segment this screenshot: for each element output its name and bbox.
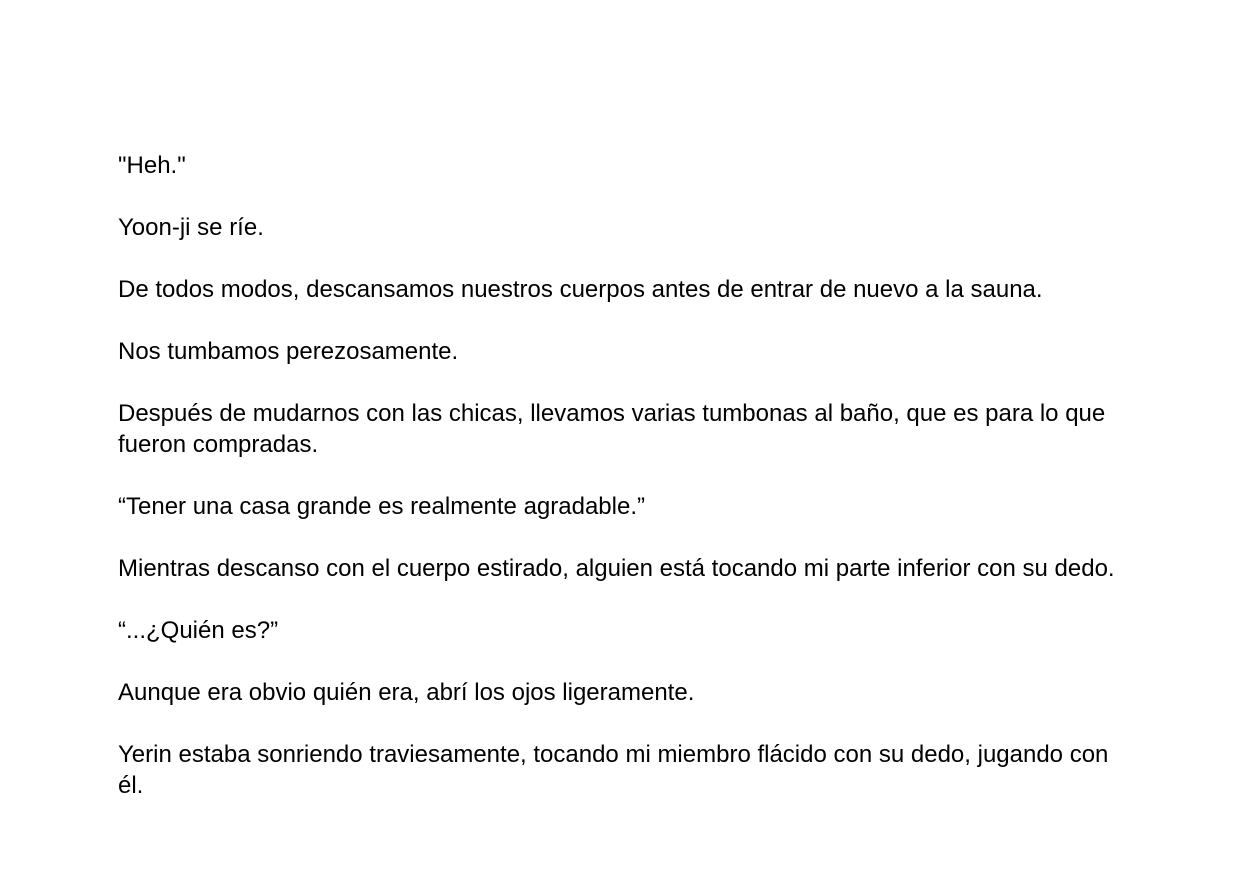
paragraph-8: “...¿Quién es?” (118, 617, 279, 644)
document-body (118, 150, 1118, 832)
paragraph-3: De todos modos, descansamos nuestros cuerpos antes de entrar de nuevo a la sauna. (118, 276, 1043, 303)
paragraph-7: Mientras descanso con el cuerpo estirado, alguien está tocando mi parte inferior con su dedo. (118, 555, 1115, 582)
paragraph-10: Yerin estaba sonriendo traviesamente, tocando mi miembro flácido con su dedo, jugando con él. (118, 741, 1109, 799)
paragraph-5: Después de mudarnos con las chicas, llevamos varias tumbonas al baño, que es para lo que fueron compradas. (118, 400, 1106, 458)
paragraph-4: Nos tumbamos perezosamente. (118, 338, 459, 365)
paragraph-9: Aunque era obvio quién era, abrí los ojos ligeramente. (118, 679, 695, 706)
paragraph-2: Yoon-ji se ríe. (118, 214, 264, 241)
paragraph-1: "Heh." (118, 152, 186, 179)
paragraph-6: “Tener una casa grande es realmente agradable.” (118, 493, 645, 520)
